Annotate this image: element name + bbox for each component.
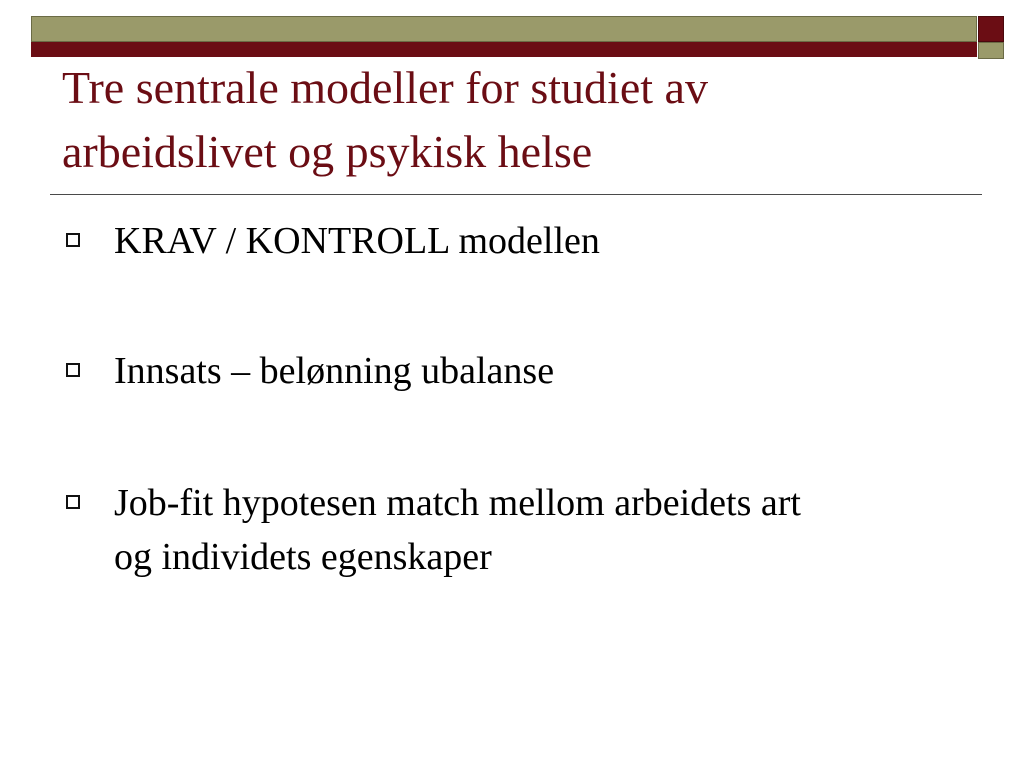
bullet-text: KRAV / KONTROLL modellen [114, 220, 600, 262]
slide-title [62, 56, 962, 184]
header-band-olive [31, 16, 977, 42]
hollow-square-bullet-icon [66, 495, 80, 509]
slide-title-line-2: arbeidslivet og psykisk helse [62, 126, 593, 177]
bullet-text: Innsats – belønning ubalanse [114, 350, 555, 392]
corner-square-maroon [978, 16, 1004, 42]
header-band-maroon [31, 42, 977, 57]
bullet-text: Job-fit hypotesen match mellom arbeidets art og individets egenskaper [114, 482, 801, 578]
hollow-square-bullet-icon [66, 233, 80, 247]
slide-title-line-1: Tre sentrale modeller for studiet av [62, 62, 708, 113]
corner-square-olive [978, 42, 1004, 59]
hollow-square-bullet-icon [66, 363, 80, 377]
title-divider [50, 194, 982, 195]
